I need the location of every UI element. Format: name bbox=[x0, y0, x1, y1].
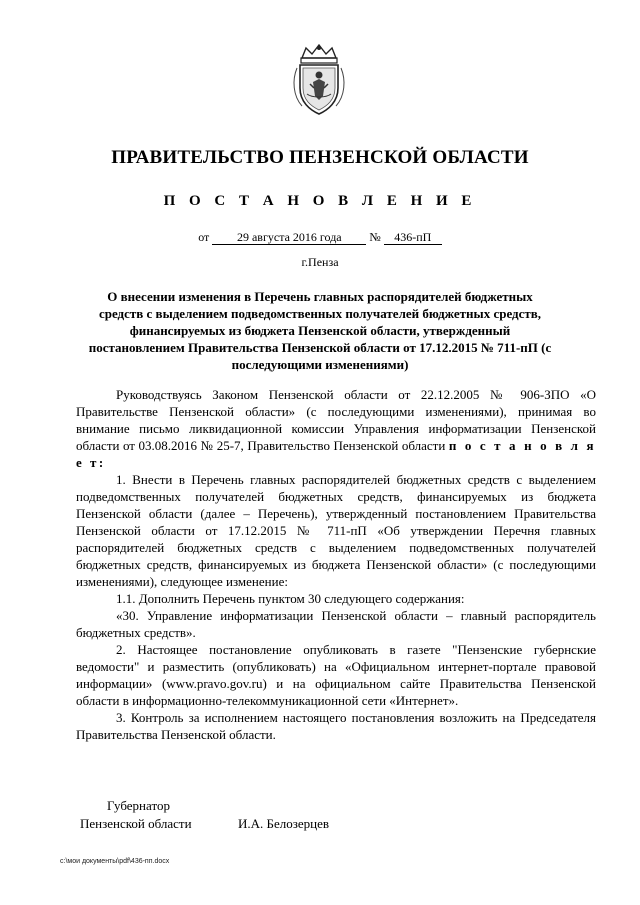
date-number-line bbox=[0, 230, 640, 245]
signatory-title-line2: Пензенской области bbox=[80, 816, 192, 831]
paragraph-30-entry: «30. Управление информатизации Пензенской области – главный распорядитель бюджетных средств». bbox=[76, 608, 596, 640]
signatory-title-line1: Губернатор bbox=[107, 798, 170, 813]
signatory-name: И.А. Белозерцев bbox=[238, 816, 330, 831]
resolution-keyword: п о с т а н о в л я е т: bbox=[76, 438, 596, 470]
document-type: П О С Т А Н О В Л Е Н И Е bbox=[163, 193, 477, 209]
paragraph-1: 1. Внести в Перечень главных распорядителей бюджетных средств с выделением подведомственных получателей бюджетных средств, финансируемых из бюджета Пензенской области (далее – Перечень), утвержденный постановлением Правительства Пензенской области от 17.12.2015 № 711-пП «Об утверждении Перечня главных распорядителей бюджетных средств с выделением подведомственных получателей бюджетных средств, финансируемых из бюджета Пензенской области» (с последующими изменениями), следующее изменение: bbox=[76, 472, 596, 589]
coat-of-arms-emblem bbox=[288, 44, 350, 116]
document-number: 436-пП bbox=[384, 231, 442, 245]
paragraph-1-1: 1.1. Дополнить Перечень пунктом 30 следующего содержания: bbox=[116, 591, 465, 606]
document-subject: О внесении изменения в Перечень главных распорядителей бюджетных средств с выделением подведомственных получателей бюджетных средств, финансируемых из бюджета Пензенской области, утвержденный постановлением Правительства Пензенской области от 17.12.2015 № 711-пП (с последующими изменениями) bbox=[88, 289, 552, 372]
organization-title: ПРАВИТЕЛЬСТВО ПЕНЗЕНСКОЙ ОБЛАСТИ bbox=[111, 147, 529, 168]
document-body bbox=[76, 386, 596, 743]
paragraph-2: 2. Настоящее постановление опубликовать в газете "Пензенские губернские ведомости" и разместить (опубликовать) на «Официальном интернет-портале правовой информации» (www.pravo.gov.ru) и на официальном сайте Правительства Пензенской области в информационно-телекоммуникационной сети «Интернет». bbox=[76, 642, 596, 708]
preamble-text: Руководствуясь Законом Пензенской области от 22.12.2005 № 906-ЗПО «О Правительстве Пензенской области» (с последующими изменениями), принимая во внимание письмо ликвидационной комиссии Управления информатизации Пензенской области от 03.08.2016 № 25-7, Правительство Пензенской области bbox=[76, 387, 596, 453]
document-date: 29 августа 2016 года bbox=[212, 231, 366, 245]
number-prefix: № bbox=[369, 230, 381, 244]
city: г.Пенза bbox=[301, 255, 339, 269]
paragraph-3: 3. Контроль за исполнением настоящего постановления возложить на Председателя Правительства Пензенской области. bbox=[76, 710, 596, 742]
preamble-paragraph bbox=[76, 386, 596, 471]
date-prefix: от bbox=[198, 230, 210, 244]
file-path-footer: c:\мои документы\pdf\436-пп.docx bbox=[60, 858, 170, 865]
